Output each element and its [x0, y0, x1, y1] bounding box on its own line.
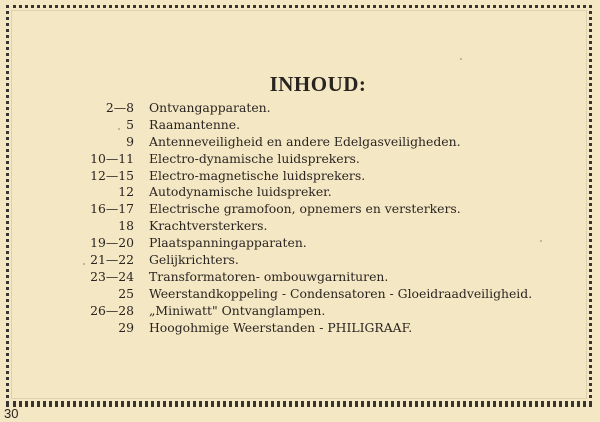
toc-page-range: 9	[126, 133, 134, 149]
toc-title: Raamantenne.	[149, 116, 241, 132]
toc-entry	[90, 100, 550, 117]
table-of-contents	[90, 100, 550, 336]
toc-entry	[90, 201, 550, 218]
toc-page-range: 26—28	[90, 302, 134, 318]
toc-title: Krachtversterkers.	[149, 218, 268, 234]
toc-page-range: 12	[118, 184, 134, 200]
toc-page-range: 2—8	[105, 100, 134, 115]
toc-entry	[90, 218, 550, 235]
paper-speck	[540, 240, 542, 242]
heading-text: INHOUD:	[269, 72, 367, 96]
toc-entry	[90, 320, 550, 337]
toc-page-range: 19—20	[90, 235, 134, 251]
toc-page-range: 16—17	[90, 201, 134, 217]
toc-title: Transformatoren- ombouwgarnituren.	[149, 268, 389, 284]
page-number: 30	[4, 406, 19, 421]
toc-entry	[90, 134, 550, 151]
toc-entry	[90, 184, 550, 201]
toc-entry	[90, 252, 550, 269]
toc-entry	[90, 235, 550, 252]
toc-title: Electro-magnetische luidsprekers.	[149, 167, 366, 183]
toc-entry	[90, 151, 550, 168]
toc-page-range: 21—22	[90, 252, 134, 268]
toc-title: Electro-dynamische luidsprekers.	[149, 150, 360, 166]
toc-entry	[90, 303, 550, 320]
toc-page-range: 10—11	[90, 150, 134, 166]
toc-page-range: 23—24	[90, 268, 134, 284]
toc-title: Hoogohmige Weerstanden - PHILIGRAAF.	[149, 319, 413, 335]
toc-entry	[90, 269, 550, 286]
toc-title: Autodynamische luidspreker.	[149, 184, 332, 200]
toc-title: Antenneveiligheid en andere Edelgasveiligheden.	[149, 133, 461, 149]
toc-title: Weerstandkoppeling - Condensatoren - Gloeidraadveiligheid.	[149, 285, 533, 301]
paper-speck	[118, 128, 120, 130]
paper-speck	[83, 263, 85, 265]
toc-title: Electrische gramofoon, opnemers en versterkers.	[149, 201, 461, 217]
toc-title: „Miniwatt" Ontvanglampen.	[149, 302, 326, 318]
toc-entry	[90, 168, 550, 185]
toc-title: Gelijkrichters.	[149, 252, 239, 268]
toc-entry	[90, 286, 550, 303]
bottom-dotted-rule	[6, 404, 592, 407]
paper-speck	[460, 58, 462, 60]
toc-entry	[90, 117, 550, 134]
toc-page-range: 5	[126, 116, 134, 132]
toc-title: Ontvangapparaten.	[149, 100, 271, 115]
page-title	[0, 72, 600, 97]
toc-page-range: 29	[118, 319, 134, 335]
toc-title: Plaatspanningapparaten.	[149, 235, 307, 251]
toc-page-range: 12—15	[90, 167, 134, 183]
toc-page-range: 25	[118, 285, 134, 301]
toc-page-range: 18	[118, 218, 134, 234]
